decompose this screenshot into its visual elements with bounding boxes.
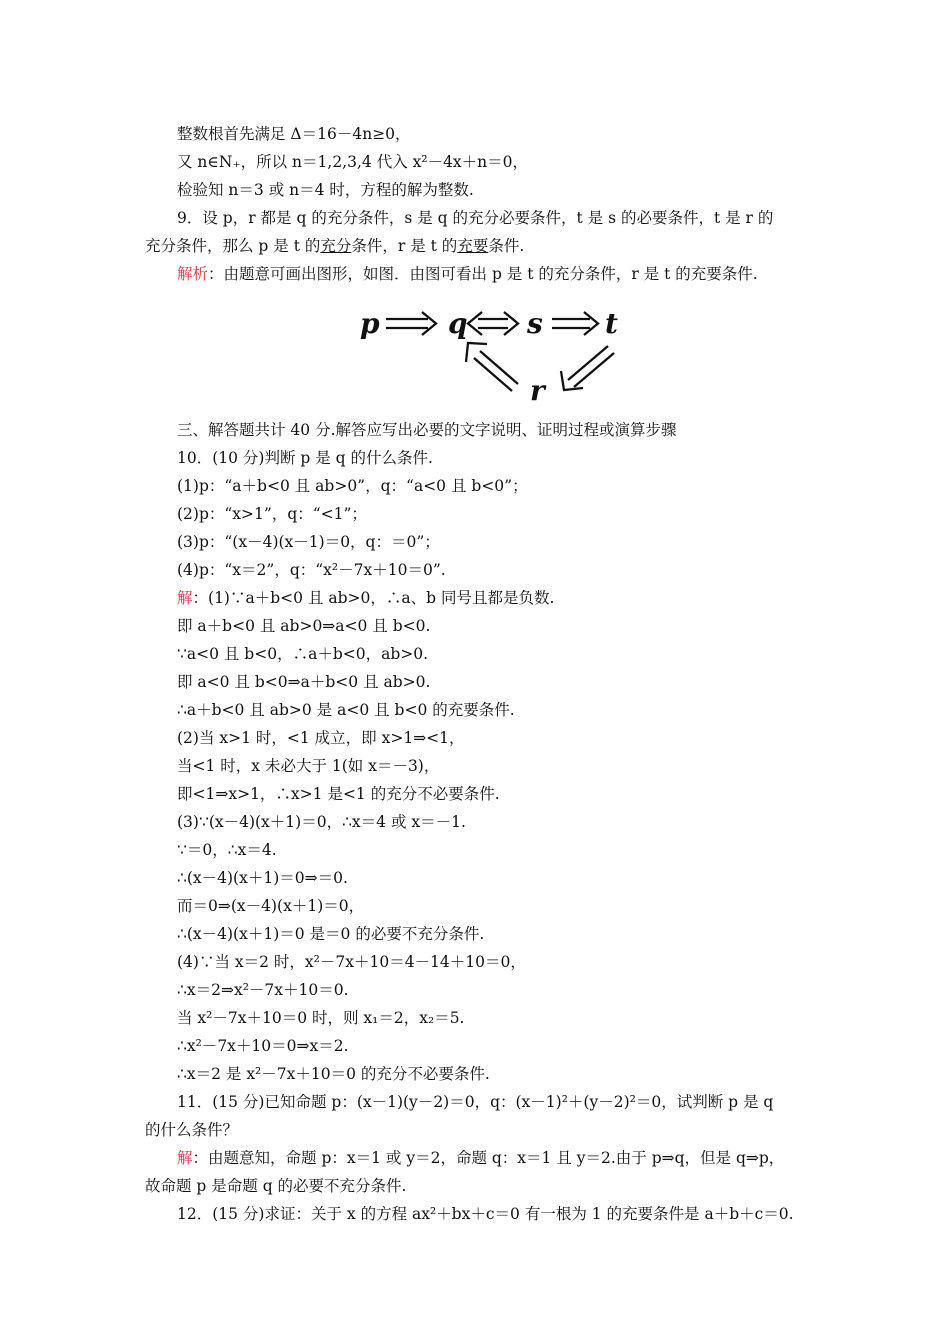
text-line: 即<1⇒x>1，∴x>1 是<1 的充分不必要条件.	[177, 785, 500, 803]
text-line: 即 a<0 且 b<0⇒a＋b<0 且 ab>0.	[177, 673, 431, 691]
solution-text: ：由题意知，命题 p：x＝1 或 y＝2，命题 q：x＝1 且 y＝2.由于 p⇒q，但是 q⇒p，	[192, 1149, 785, 1167]
text-line: 当<1 时，x 未必大于 1(如 x＝－3)，	[177, 757, 440, 775]
text-line: 又 n∈N₊，所以 n＝1,2,3,4 代入 x²－4x＋n＝0，	[177, 153, 529, 171]
arrow-q-iff-s	[468, 312, 518, 335]
text-line: 即 a＋b<0 且 ab>0⇒a<0 且 b<0.	[177, 617, 431, 635]
text-line: 当 x²－7x＋10＝0 时，则 x₁＝2，x₂＝5.	[177, 1009, 465, 1027]
text-line: (3)p：“(x－4)(x－1)＝0，q：＝0”；	[177, 533, 440, 551]
text-line: (3)∵(x－4)(x＋1)＝0，∴x＝4 或 x＝－1.	[177, 813, 466, 831]
analysis-label: 解析	[177, 265, 209, 283]
implication-diagram	[340, 298, 640, 410]
text-line: ∴(x－4)(x＋1)＝0⇒＝0.	[177, 869, 348, 887]
arrow-s-implies-t	[552, 312, 598, 335]
text-span: 充分条件，那么 p 是 t 的	[145, 237, 321, 255]
arrow-p-implies-q	[386, 312, 436, 335]
solution-label: 解	[177, 1149, 193, 1167]
text-line: (2)当 x>1 时，<1 成立，即 x>1⇒<1，	[177, 729, 465, 747]
solution-line	[177, 588, 554, 608]
text-line: ∴a＋b<0 且 ab>0 是 a<0 且 b<0 的充要条件.	[177, 701, 515, 719]
solution-line	[177, 1148, 784, 1168]
question-11-line1: 11．(15 分)已知命题 p：(x－1)(y－2)＝0，q：(x－1)²＋(y－2)²＝0，试判断 p 是 q	[177, 1093, 774, 1111]
text-line: ∵a<0 且 b<0，∴a＋b<0，ab>0.	[177, 645, 429, 663]
text-span: 条件.	[488, 237, 525, 255]
node-q: q	[448, 307, 468, 340]
answer-blank-2: 充要	[457, 237, 489, 255]
node-r: r	[530, 374, 545, 407]
question-9-line1: 9．设 p，r 都是 q 的充分条件，s 是 q 的充分必要条件，t 是 s 的必要条件，t 是 r 的	[177, 209, 774, 227]
text-line: (2)p：“x>1”，q：“<1”；	[177, 505, 367, 523]
node-t: t	[605, 307, 618, 340]
text-line: ∴x＝2⇒x²－7x＋10＝0.	[177, 981, 349, 999]
text-line: (4)∵当 x＝2 时，x²－7x＋10＝4－14＋10＝0，	[177, 953, 526, 971]
arrow-r-implies-q	[466, 343, 518, 391]
question-10: 10．(10 分)判断 p 是 q 的什么条件.	[177, 449, 433, 467]
question-12: 12．(15 分)求证：关于 x 的方程 ax²＋bx＋c＝0 有一根为 1 的充要条件是 a＋b＋c＝0.	[177, 1205, 794, 1223]
text-line: 检验知 n＝3 或 n＝4 时，方程的解为整数.	[177, 181, 474, 199]
text-line: 而＝0⇒(x－4)(x＋1)＝0，	[177, 897, 365, 915]
analysis-text: ：由题意可画出图形，如图．由图可看出 p 是 t 的充分条件，r 是 t 的充要条件.	[208, 265, 758, 283]
text-line: (4)p：“x＝2”，q：“x²－7x＋10＝0”.	[177, 561, 446, 579]
text-line: ∵＝0，∴x＝4.	[177, 841, 277, 859]
text-line: 整数根首先满足 Δ＝16－4n≥0，	[177, 125, 411, 143]
question-9-line2	[145, 236, 524, 256]
node-s: s	[527, 307, 543, 340]
text-line: ∴(x－4)(x＋1)＝0 是＝0 的必要不充分条件.	[177, 925, 485, 943]
solution-text: ：(1)∵a＋b<0 且 ab>0，∴a、b 同号且都是负数.	[192, 589, 555, 607]
node-p: p	[360, 307, 380, 340]
text-line: 故命题 p 是命题 q 的必要不充分条件.	[145, 1177, 407, 1195]
text-span: 条件，r 是 t 的	[351, 237, 458, 255]
solution-label: 解	[177, 589, 193, 607]
section-heading: 三、解答题共计 40 分.解答应写出必要的文字说明、证明过程或演算步骤	[177, 421, 677, 439]
question-11-line2: 的什么条件？	[145, 1121, 239, 1139]
text-line: (1)p：“a＋b<0 且 ab>0”，q：“a<0 且 b<0”；	[177, 477, 528, 495]
arrow-t-implies-r	[561, 346, 614, 390]
text-line: ∴x²－7x＋10＝0⇒x＝2.	[177, 1037, 349, 1055]
text-line: ∴x＝2 是 x²－7x＋10＝0 的充分不必要条件.	[177, 1065, 490, 1083]
answer-blank-1: 充分	[320, 237, 352, 255]
analysis-line	[177, 264, 758, 284]
